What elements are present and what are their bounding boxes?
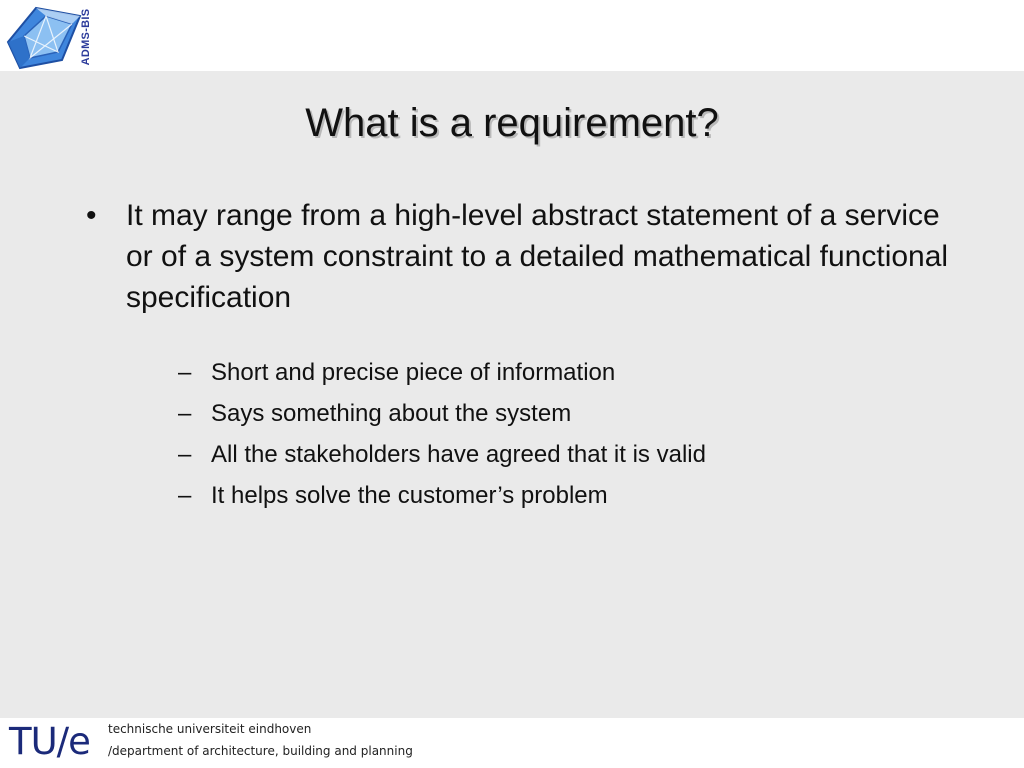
footer [0, 718, 1024, 768]
sub-bullet-item [126, 393, 966, 434]
sub-bullet-text: All the stakeholders have agreed that it is valid [211, 441, 706, 468]
bullet-marker: • [86, 199, 97, 232]
sub-bullet-marker: – [178, 400, 192, 427]
sub-bullet-item [126, 434, 966, 475]
sub-bullet-list [126, 352, 966, 516]
sub-bullet-marker: – [178, 482, 192, 509]
tue-logo: TU/e [9, 720, 90, 763]
sub-bullet-marker: – [178, 441, 192, 468]
header-band [0, 0, 1024, 71]
adms-bis-label: ADMS-BIS [80, 8, 92, 66]
sub-bullet-item [126, 475, 966, 516]
sub-bullet-marker: – [178, 359, 192, 386]
sub-bullet-text: Short and precise piece of information [211, 359, 616, 386]
bullet-item [86, 195, 966, 516]
sub-bullet-text: It helps solve the customer’s problem [211, 482, 608, 509]
slide-title: What is a requirement? [305, 101, 719, 145]
slide-content [0, 71, 1024, 718]
bullet-list [86, 195, 966, 516]
sub-bullet-text: Says something about the system [211, 400, 572, 427]
bullet-text: It may range from a high-level abstract statement of a service or of a system constraint to a detailed mathematical functional specification [126, 199, 949, 314]
sub-bullet-item [126, 352, 966, 393]
department-name: /department of architecture, building and planning [108, 744, 413, 758]
university-name: technische universiteit eindhoven [108, 722, 312, 736]
